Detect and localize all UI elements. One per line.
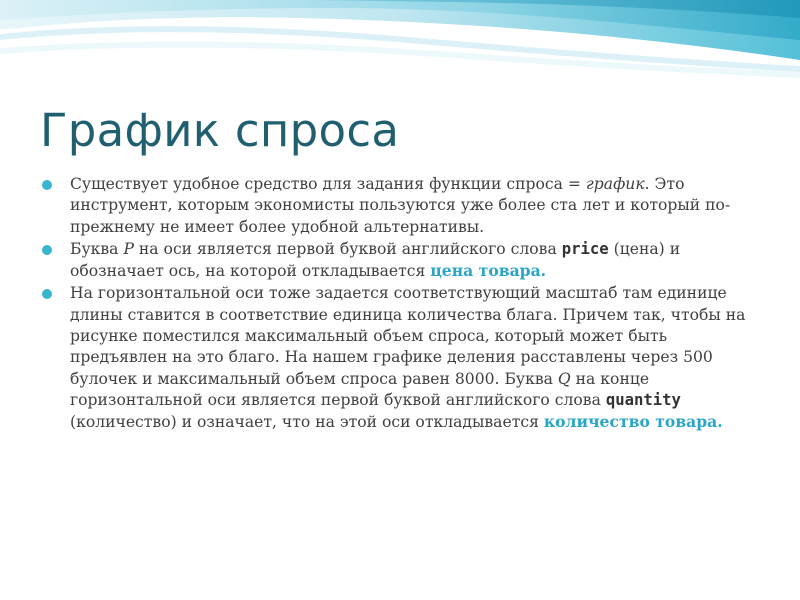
bullet-text: на конце горизонтальной оси является первой буквой английского слова <box>70 369 650 409</box>
bullet-keyword: price <box>561 239 609 258</box>
bullet-keyword: quantity <box>605 390 681 409</box>
bullet-italic-term: Q <box>557 369 571 388</box>
bullet-text: (цена) и обозначает ось, на которой откладывается <box>70 239 681 281</box>
bullet-text: на оси является первой буквой английского слова <box>138 239 557 258</box>
bullet-text: . Это инструмент, которым экономисты пользуются уже более ста лет и который по-прежнему не имеет более удобной альтернативы. <box>70 175 731 236</box>
bullet-text: Буква <box>70 239 119 258</box>
bullet-item <box>40 239 750 283</box>
bullet-italic-term: P <box>123 239 134 258</box>
bullet-accent-text: количество товара. <box>543 412 723 432</box>
bullet-item <box>40 283 750 433</box>
bullet-dot-icon <box>42 289 52 299</box>
bullet-accent-text: цена товара. <box>430 261 547 281</box>
bullet-text: На горизонтальной оси тоже задается соответствующий масштаб там единице длины ставится в соответствие единица количества блага. Причем так, чтобы на рисунке поместился максимальный объем спроса, который может быть предъявлен на это благо. На нашем графике деления расставлены через 500 булочек и максимальный объем спроса равен 8000. Буква <box>70 284 746 388</box>
bullet-dot-icon <box>42 245 52 255</box>
decorative-waves-header <box>0 0 800 90</box>
bullet-item <box>40 174 750 238</box>
bullet-italic-term: график <box>585 175 645 193</box>
bullet-dot-icon <box>42 180 52 190</box>
slide-title: График спроса <box>40 104 400 157</box>
bullet-list <box>40 174 750 435</box>
bullet-text: Существует удобное средство для задания функции спроса = <box>70 175 581 193</box>
bullet-text: (количество) и означает, что на этой оси откладывается <box>70 413 539 432</box>
